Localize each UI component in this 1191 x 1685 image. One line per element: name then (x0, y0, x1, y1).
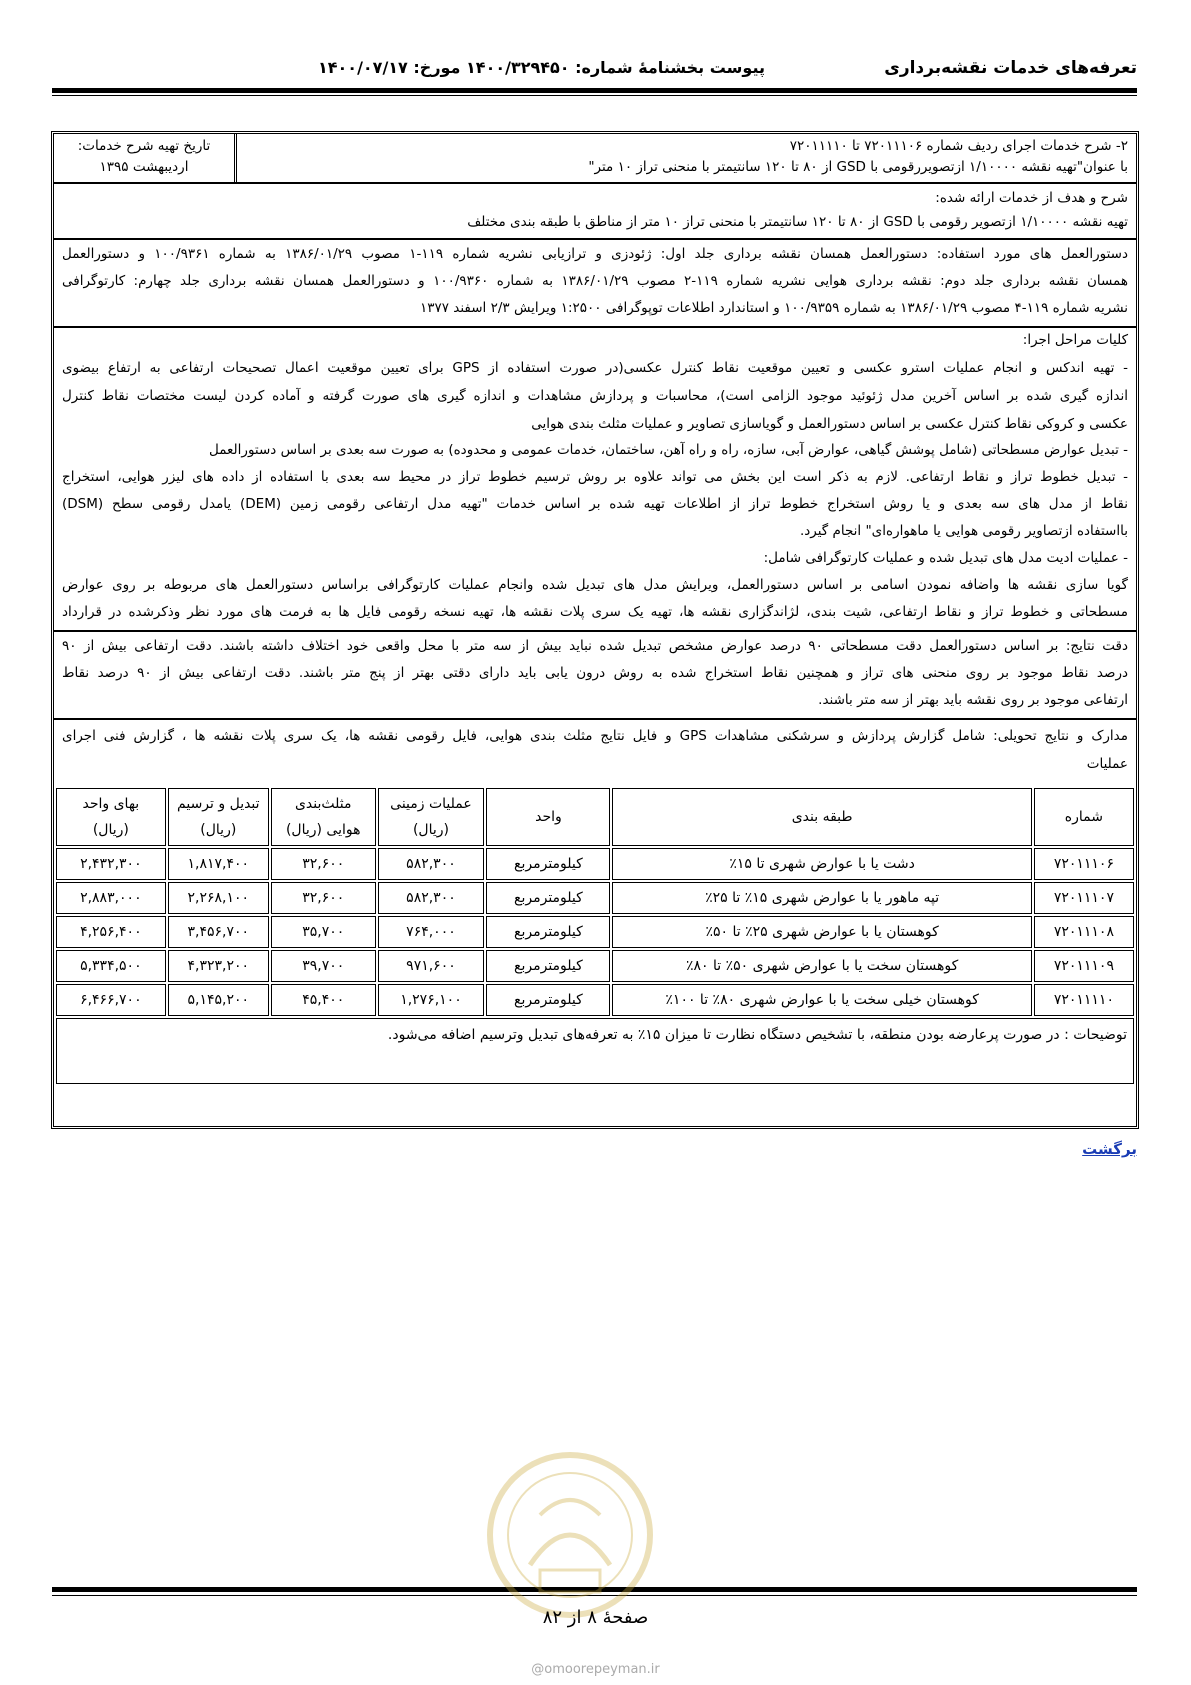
row-class: کوهستان یا با عوارض شهری ۲۵٪ تا ۵۰٪ (612, 916, 1031, 948)
row-code: ۷۲۰۱۱۱۰۷ (1034, 882, 1134, 914)
header-ground-unit: (ریال) (412, 822, 449, 838)
accuracy-line2: درصد نقاط موجود بر روی منحنی های تراز و همچنین نقاط استخراج شده به روش درون یابی باید دارای دقتی بهتر از پنج متر باشند. دقت ارتفاعی بیش از ۹۰ درصد نقاط (62, 665, 1128, 681)
row-triangulation: ۳۲,۶۰۰ (271, 848, 376, 880)
row-triangulation: ۳۵,۷۰۰ (271, 916, 376, 948)
header-ground (378, 788, 485, 846)
table-note-row (56, 1018, 1134, 1084)
goal-heading: شرح و هدف از خدمات ارائه شده: (935, 190, 1128, 206)
service-description-frame (51, 131, 1139, 1129)
header-triangulation-label: مثلث‌بندی (294, 796, 352, 812)
steps-line8: - عملیات ادیت مدل های تبدیل شده و عملیات کارتوگرافی شامل: (763, 550, 1128, 566)
header-triangulation-unit: هوایی (ریال) (285, 822, 361, 838)
accuracy-section (54, 632, 1136, 720)
row-unit: کیلومترمربع (486, 848, 610, 880)
service-title-line2: با عنوان"تهیه نقشه ۱/۱۰۰۰۰ ازتصویررقومی با GSD از ۸۰ تا ۱۲۰ سانتیمتر با منحنی تراز ۱۰ متر" (588, 159, 1128, 175)
row-unit: کیلومترمربع (486, 882, 610, 914)
table-header-row (56, 788, 1134, 846)
page-header (52, 58, 1137, 88)
page-number: صفحهٔ ۸ از ۸۲ (542, 1607, 649, 1628)
accuracy-line3: ارتفاعی موجود بر روی نقشه باید بهتر از سه متر باشند. (818, 692, 1128, 708)
deliverables-line2: عملیات (1086, 756, 1128, 772)
steps-line6: نقاط از مدل های سه بعدی و یا روش استخراج خطوط تراز از اطلاعات تهیه شده بر اساس خدمات "تهیه مدل ارتفاعی رقومی زمین (DEM) یامدل رقومی سطح (DSM) (62, 496, 1128, 512)
row-ground: ۵۸۲,۳۰۰ (378, 848, 485, 880)
header-triangulation (271, 788, 376, 846)
row-price: ۶,۴۶۶,۷۰۰ (56, 984, 166, 1016)
row-class: کوهستان خیلی سخت یا با عوارض شهری ۸۰٪ تا ۱۰۰٪ (612, 984, 1031, 1016)
header-price (56, 788, 166, 846)
row-drawing: ۵,۱۴۵,۲۰۰ (168, 984, 269, 1016)
row-drawing: ۱,۸۱۷,۴۰۰ (168, 848, 269, 880)
header-unit: واحد (486, 788, 610, 846)
website-watermark: @omoorepeyman.ir (531, 1662, 660, 1677)
row-price: ۲,۴۳۲,۳۰۰ (56, 848, 166, 880)
service-title-line1: ۲- شرح خدمات اجرای ردیف شماره ۷۲۰۱۱۱۰۶ تا ۷۲۰۱۱۱۱۰ (789, 138, 1128, 154)
watermark-seal-logo (480, 1445, 660, 1625)
row-ground: ۷۶۴,۰۰۰ (378, 916, 485, 948)
circular-reference: پیوست بخشنامهٔ شماره: ۱۴۰۰/۳۲۹۴۵۰ مورخ: ۱۴۰۰/۰۷/۱۷ (318, 58, 765, 77)
table-row (56, 848, 1134, 880)
row-drawing: ۳,۴۵۶,۷۰۰ (168, 916, 269, 948)
rates-table (54, 786, 1136, 1086)
steps-line2: اندازه گیری شده بر اساس آخرین مدل ژئوئید موجود الزامی است)، محاسبات و پردازش مشاهدات و اندازه گیری های صورت گرفته و آماده کردن لیست مختصات نقاط کنترل (62, 388, 1128, 404)
header-drawing (168, 788, 269, 846)
row-ground: ۵۸۲,۳۰۰ (378, 882, 485, 914)
row-price: ۴,۲۵۶,۴۰۰ (56, 916, 166, 948)
header-drawing-label: تبدیل و ترسیم (177, 796, 260, 812)
goal-text: تهیه نقشه ۱/۱۰۰۰۰ ازتصویر رقومی با GSD از ۸۰ تا ۱۲۰ سانتیمتر با منحنی تراز ۱۰ متر از مناطق با طبقه بندی مختلف (467, 214, 1128, 230)
service-date-value: اردیبهشت ۱۳۹۵ (99, 159, 189, 175)
steps-heading: کلیات مراحل اجرا: (1022, 332, 1128, 348)
header-ground-label: عملیات زمینی (390, 796, 472, 812)
row-class: تپه ماهور یا با عوارض شهری ۱۵٪ تا ۲۵٪ (612, 882, 1031, 914)
row-drawing: ۲,۲۶۸,۱۰۰ (168, 882, 269, 914)
standards-line3: نشریه شماره ۱۱۹-۴ مصوب ۱۳۸۶/۰۱/۲۹ به شماره ۱۰۰/۹۳۵۹ و استاندارد اطلاعات توپوگرافی ۱:۲۵۰۰ ویرایش ۲/۳ اسفند ۱۳۷۷ (419, 300, 1128, 316)
service-title-cell (234, 134, 1136, 182)
standards-section (54, 240, 1136, 328)
steps-line3: عکسی و کروکی نقاط کنترل عکسی بر اساس دستورالعمل و گویاسازی تصاویر و عملیات مثلث بندی هوایی (531, 416, 1128, 432)
table-row (56, 984, 1134, 1016)
row-unit: کیلومترمربع (486, 984, 610, 1016)
row-code: ۷۲۰۱۱۱۰۸ (1034, 916, 1134, 948)
row-class: دشت یا با عوارض شهری تا ۱۵٪ (612, 848, 1031, 880)
row-drawing: ۴,۳۲۳,۲۰۰ (168, 950, 269, 982)
service-title-section (54, 134, 1136, 184)
back-link[interactable]: برگشت (1082, 1140, 1137, 1158)
steps-line5: - تبدیل خطوط تراز و نقاط ارتفاعی. لازم به ذکر است این بخش می تواند علاوه بر روش ترسیم خطوط تراز در محیط سه بعدی با استفاده از داده های لیزر هوایی، استخراج (62, 469, 1128, 485)
steps-line4: - تبدیل عوارض مسطحاتی (شامل پوشش گیاهی، عوارض آبی، سازه، راه و راه آهن، ساختمان، خدمات عمومی و محدوده) به صورت سه بعدی بر اساس دستورالعمل (209, 442, 1128, 458)
row-triangulation: ۴۵,۴۰۰ (271, 984, 376, 1016)
row-code: ۷۲۰۱۱۱۰۶ (1034, 848, 1134, 880)
service-date-cell (54, 134, 234, 182)
header-drawing-unit: (ریال) (200, 822, 237, 838)
document-title: تعرفه‌های خدمات نقشه‌برداری (884, 58, 1137, 78)
steps-line10: مسطحاتی و خطوط تراز و نقاط ارتفاعی، شیت بندی، لژاندگزاری نقشه ها، تهیه یک سری پلات نقشه ها، تهیه نسخه رقومی فایل ها به فرمت های مورد نظر وذکرشده در قرارداد (62, 604, 1128, 620)
row-unit: کیلومترمربع (486, 950, 610, 982)
accuracy-line1: دقت نتایج: بر اساس دستورالعمل دقت مسطحاتی ۹۰ درصد عوارض مشخص تبدیل شده نباید بیش از سه متر با محل واقعی خود اختلاف داشته باشند. دقت ارتفاعی بیش از ۹۰ (62, 638, 1128, 654)
row-unit: کیلومترمربع (486, 916, 610, 948)
row-price: ۲,۸۸۳,۰۰۰ (56, 882, 166, 914)
header-class: طبقه بندی (612, 788, 1031, 846)
row-ground: ۹۷۱,۶۰۰ (378, 950, 485, 982)
row-triangulation: ۳۹,۷۰۰ (271, 950, 376, 982)
row-class: کوهستان سخت یا با عوارض شهری ۵۰٪ تا ۸۰٪ (612, 950, 1031, 982)
row-price: ۵,۳۳۴,۵۰۰ (56, 950, 166, 982)
row-ground: ۱,۲۷۶,۱۰۰ (378, 984, 485, 1016)
deliverables-section (54, 720, 1136, 786)
table-row (56, 916, 1134, 948)
goal-section (54, 184, 1136, 240)
steps-line1: - تهیه اندکس و انجام عملیات استرو عکسی و تعیین موقعیت نقاط کنترل عکسی(در صورت استفاده از GPS برای تعیین موقعیت اعمال تصحیحات ارتفاعی به ارتفاع بیضوی (62, 360, 1128, 376)
row-code: ۷۲۰۱۱۱۰۹ (1034, 950, 1134, 982)
deliverables-line1: مدارک و نتایج تحویلی: شامل گزارش پردازش و سرشکنی مشاهدات GPS و فایل نتایج مثلث بندی هوایی، فایل رقومی نقشه ها، یک سری پلات نقشه ها ، گزارش فنی اجرای (62, 728, 1128, 744)
table-row (56, 882, 1134, 914)
header-price-label: بهای واحد (82, 796, 140, 812)
steps-line9: گویا سازی نقشه ها واضافه نمودن اسامی بر اساس دستورالعمل، ویرایش مدل های تبدیل شده وانجام عملیات کارتوگرافی براساس دستورالعمل های مربوطه بر روی عوارض (62, 577, 1128, 593)
header-code: شماره (1034, 788, 1134, 846)
row-code: ۷۲۰۱۱۱۱۰ (1034, 984, 1134, 1016)
row-triangulation: ۳۲,۶۰۰ (271, 882, 376, 914)
header-rule-thin (52, 95, 1137, 96)
standards-line1: دستورالعمل های مورد استفاده: دستورالعمل همسان نقشه برداری جلد اول: ژئودزی و ترازیابی نشریه شماره ۱۱۹-۱ مصوب ۱۳۸۶/۰۱/۲۹ به شماره ۱۰۰/۹۳۶۱ و دستورالعمل (62, 246, 1128, 262)
execution-steps-section (54, 328, 1136, 632)
steps-line7: بااستفاده ازتصاویر رقومی هوایی یا ماهواره‌ای" انجام گیرد. (799, 523, 1128, 539)
service-date-label: تاریخ تهیه شرح خدمات: (77, 138, 211, 154)
table-note: توضیحات : در صورت پرعارضه بودن منطقه، با تشخیص دستگاه نظارت تا میزان ۱۵٪ به تعرفه‌های تبدیل وترسیم اضافه می‌شود. (56, 1018, 1134, 1084)
header-rule-thick (52, 88, 1137, 93)
table-row (56, 950, 1134, 982)
header-price-unit: (ریال) (92, 822, 129, 838)
standards-line2: همسان نقشه برداری جلد دوم: نقشه برداری هوایی نشریه شماره ۱۱۹-۲ مصوب ۱۳۸۶/۰۱/۲۹ به شماره ۱۰۰/۹۳۶۰ و دستورالعمل همسان نقشه برداری جلد چهارم: کارتوگرافی (62, 273, 1128, 289)
